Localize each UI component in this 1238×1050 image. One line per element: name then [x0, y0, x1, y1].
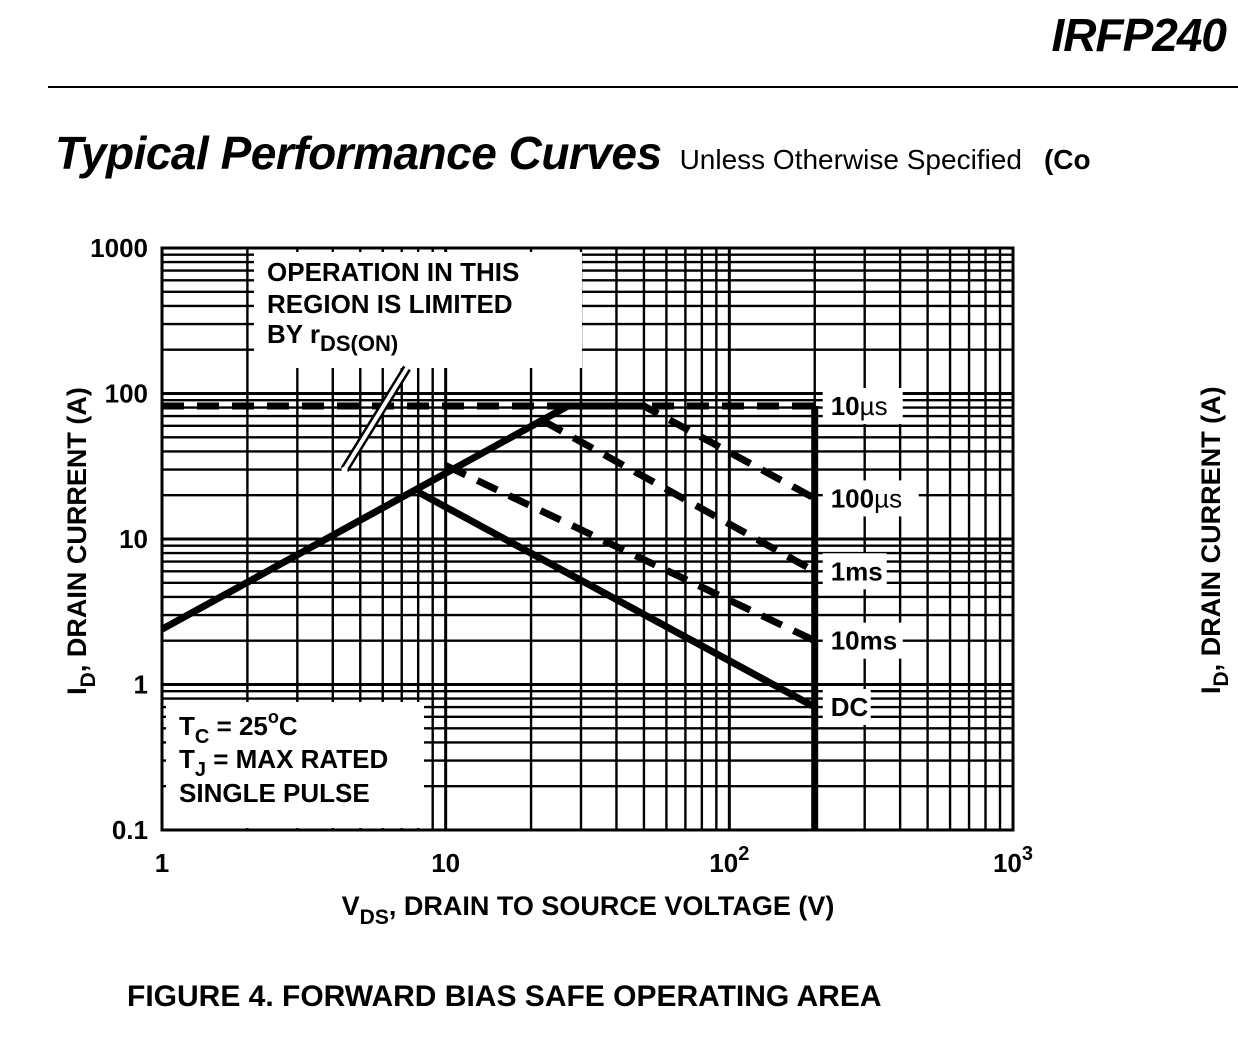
y-axis-title: $I_D$, DRAIN CURRENT (A) [62, 387, 100, 695]
rds-line-3: BY $r_{DS(ON)}$ [267, 319, 399, 356]
rds-line-1: OPERATION IN THIS [267, 257, 520, 287]
curve-label-text: 1ms [830, 556, 883, 587]
curve-label [823, 480, 919, 516]
side-chart-y-axis-title: $I_D$, DRAIN CURRENT (A) [1196, 386, 1233, 694]
condition-tj: $T_J$ = MAX RATED [179, 744, 389, 781]
conditions-annotation [166, 702, 424, 828]
y-tick-label: 1 [133, 669, 148, 700]
rds-annotation [254, 252, 582, 368]
curve-label-layer [823, 388, 919, 725]
section-condition: (Co [1043, 144, 1091, 175]
y-tick-label: 0.1 [111, 815, 148, 845]
curve-label [823, 553, 887, 589]
curve-label-text: 10µs [830, 391, 888, 422]
condition-pulse: SINGLE PULSE [179, 778, 370, 808]
arrow-tip [342, 467, 348, 473]
y-tick-label: 100 [104, 378, 148, 409]
arrow-pointer [345, 368, 407, 470]
curve-label [823, 689, 871, 725]
x-tick-label: 10 [431, 848, 461, 878]
curve-label-text: 10ms [830, 625, 898, 656]
curve-label [823, 623, 903, 659]
x-tick-label: 1 [154, 848, 170, 878]
part-number: IRFP240 [1051, 9, 1226, 61]
curve-label [823, 388, 903, 424]
figure-caption: FIGURE 4. FORWARD BIAS SAFE OPERATING AREA [127, 980, 882, 1013]
x-tick-label: $10^2$ [709, 843, 750, 878]
y-tick-label: 10 [119, 524, 148, 554]
condition-tc: $T_C = 25^oC$ [179, 707, 298, 748]
y-tick-label: 1000 [90, 233, 148, 263]
arrow-layer [342, 368, 407, 473]
x-axis-title: $V_{DS}$, DRAIN TO SOURCE VOLTAGE (V) [341, 891, 835, 929]
section-subtitle: Unless Otherwise Specified [679, 144, 1022, 175]
section-title: Typical Performance Curves [55, 127, 662, 179]
x-tick-label: $10^3$ [992, 843, 1034, 878]
curve-label-text: 100µs [830, 483, 903, 514]
rds-line-2: REGION IS LIMITED [267, 289, 513, 319]
curve-label-text: DC [830, 692, 869, 723]
